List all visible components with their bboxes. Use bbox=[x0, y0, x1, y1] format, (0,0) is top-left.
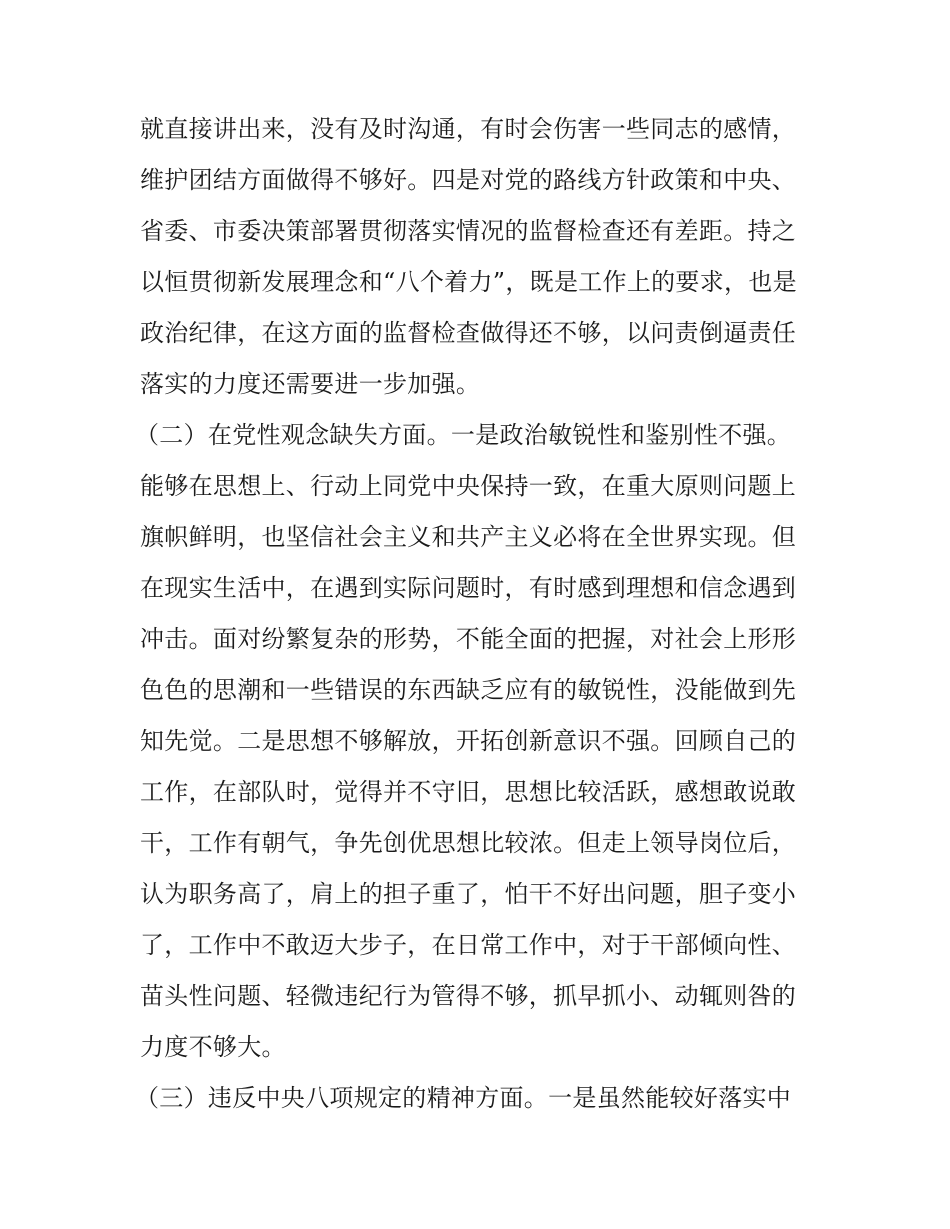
text-line: 知先觉。二是思想不够解放，开拓创新意识不强。回顾自己的 bbox=[140, 727, 797, 755]
text-line: 苗头性问题、轻微违纪行为管得不够，抓早抓小、动辄则咎的 bbox=[140, 982, 797, 1010]
text-line: 落实的力度还需要进一步加强。 bbox=[140, 370, 481, 398]
text-line: 工作，在部队时，觉得并不守旧，思想比较活跃，感想敢说敢 bbox=[140, 778, 797, 806]
body-text bbox=[135, 104, 820, 1124]
section-heading-line: （二）在党性观念缺失方面。一是政治敏锐性和鉴别性不强。 bbox=[135, 421, 792, 449]
text-line: 力度不够大。 bbox=[140, 1033, 286, 1061]
text-line: 就直接讲出来，没有及时沟通，有时会伤害一些同志的感情， bbox=[140, 115, 797, 143]
text-line: 以恒贯彻新发展理念和“八个着力”，既是工作上的要求，也是 bbox=[140, 268, 797, 296]
text-line: 色色的思潮和一些错误的东西缺乏应有的敏锐性，没能做到先 bbox=[140, 676, 797, 704]
text-line: 维护团结方面做得不够好。四是对党的路线方针政策和中央、 bbox=[140, 166, 797, 194]
section-heading-line: （三）违反中央八项规定的精神方面。一是虽然能较好落实中 bbox=[135, 1084, 792, 1112]
text-line: 政治纪律，在这方面的监督检查做得还不够，以问责倒逼责任 bbox=[140, 319, 797, 347]
text-line: 冲击。面对纷繁复杂的形势，不能全面的把握，对社会上形形 bbox=[140, 625, 797, 653]
text-line: 省委、市委决策部署贯彻落实情况的监督检查还有差距。持之 bbox=[140, 217, 797, 245]
text-line: 旗帜鲜明，也坚信社会主义和共产主义必将在全世界实现。但 bbox=[140, 523, 797, 551]
text-line: 能够在思想上、行动上同党中央保持一致，在重大原则问题上 bbox=[140, 472, 797, 500]
text-line: 干，工作有朝气，争先创优思想比较浓。但走上领导岗位后， bbox=[140, 829, 797, 857]
text-line: 了，工作中不敢迈大步子，在日常工作中，对于干部倾向性、 bbox=[140, 931, 797, 959]
text-line: 认为职务高了，肩上的担子重了，怕干不好出问题，胆子变小 bbox=[140, 880, 797, 908]
text-line: 在现实生活中，在遇到实际问题时，有时感到理想和信念遇到 bbox=[140, 574, 797, 602]
